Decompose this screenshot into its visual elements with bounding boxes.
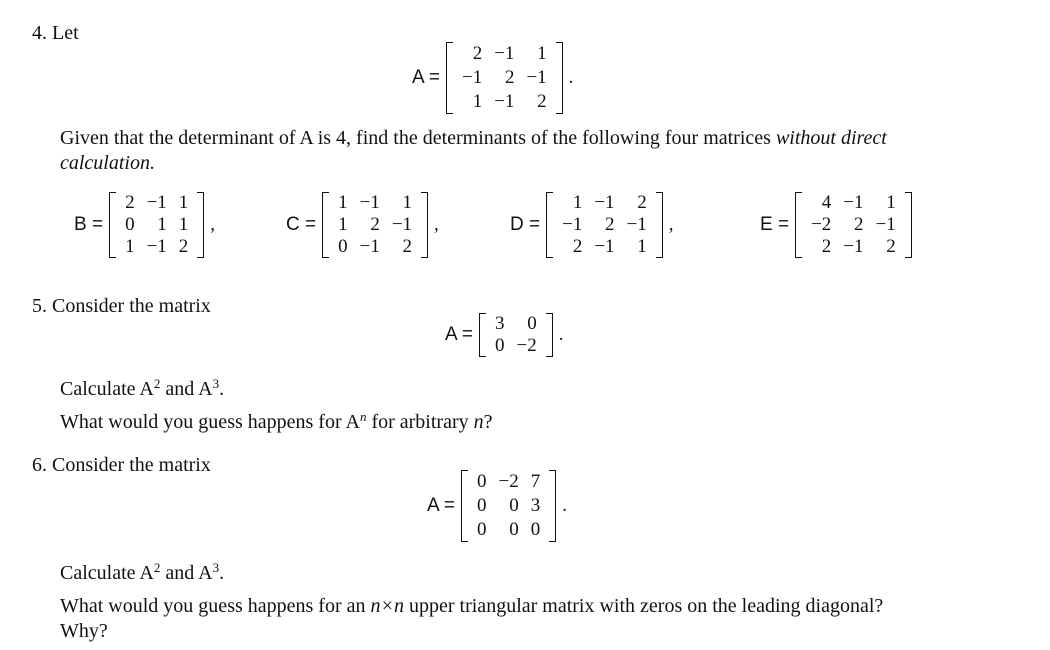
matrix: [322, 192, 428, 258]
matrix-punctuation: .: [568, 67, 574, 88]
matrix-entry: 1: [178, 192, 189, 213]
problem-number: 6.: [32, 454, 47, 476]
matrix-entry: 7: [530, 471, 541, 492]
matrix-entry: 2: [125, 192, 135, 213]
matrix-label: C =: [286, 214, 317, 235]
matrix: [479, 313, 553, 357]
matrix-label: E =: [760, 214, 790, 235]
matrix-grid: [471, 470, 546, 542]
matrix-entry: 2: [472, 43, 483, 64]
matrix-punctuation: ,: [668, 214, 674, 235]
text-fragment: and A: [160, 562, 213, 584]
matrix-a-equation-4: [412, 42, 573, 114]
matrix: [795, 192, 912, 258]
matrix-label: B =: [74, 214, 104, 235]
matrix-entry: 2: [370, 214, 380, 235]
text-fragment: 3: [212, 560, 220, 575]
matrix-entry: 2: [572, 236, 583, 257]
matrix-entry: 2: [854, 214, 864, 235]
matrix-punctuation: ,: [210, 214, 216, 235]
matrix-entry: −1: [594, 236, 615, 257]
matrix-label: A =: [412, 67, 440, 88]
text-fragment: What would you guess happens for A: [60, 411, 360, 433]
text-fragment: Calculate A: [60, 378, 154, 400]
matrix-entry: −1: [626, 214, 647, 235]
matrix: [546, 192, 663, 258]
text-fragment: calculation.: [60, 152, 155, 174]
problem-5-calculate: [60, 378, 224, 401]
matrix-entry: −1: [146, 236, 167, 257]
matrix-entry: −1: [843, 192, 864, 213]
matrix-punctuation: .: [562, 495, 567, 516]
problem-intro: Consider the matrix: [52, 295, 211, 317]
matrix-entry: −1: [146, 192, 167, 213]
matrix-e-equation: [760, 192, 912, 258]
problem-4-given: [60, 127, 887, 150]
matrix-entry: −1: [391, 214, 413, 235]
matrix-entry: 1: [637, 236, 647, 257]
text-fragment: upper triangular matrix with zeros on the leading diagonal?: [404, 595, 884, 617]
matrix-b-equation: [74, 192, 215, 258]
text-fragment: without direct: [775, 127, 887, 149]
matrix-grid: [119, 192, 194, 258]
matrix-punctuation: ,: [434, 214, 439, 235]
matrix-entry: 1: [125, 236, 135, 257]
text-fragment: n: [359, 409, 367, 424]
matrix-entry: −2: [516, 335, 537, 356]
matrix-entry: 1: [338, 192, 348, 213]
matrix-grid: [489, 313, 543, 357]
matrix-grid: [805, 192, 902, 258]
problem-4-heading: [32, 22, 79, 45]
matrix-label: D =: [510, 214, 541, 235]
matrix-label: A =: [427, 495, 455, 516]
matrix-entry: −1: [562, 214, 583, 235]
matrix-punctuation: .: [558, 324, 564, 345]
matrix-entry: 2: [504, 67, 515, 88]
matrix-entry: 2: [821, 236, 832, 257]
problem-4-given-continued: [60, 152, 155, 175]
matrix-entry: −1: [526, 67, 547, 88]
matrix-entry: 2: [537, 91, 547, 112]
matrix-entry: −1: [359, 236, 380, 257]
matrix-entry: 0: [125, 214, 135, 235]
text-fragment: and A: [160, 378, 213, 400]
matrix-entry: 0: [509, 519, 519, 540]
problem-5-heading: [32, 295, 211, 318]
matrix-entry: 2: [605, 214, 615, 235]
problem-6-why: [60, 620, 108, 643]
matrix-entry: −2: [811, 214, 832, 235]
matrix-entry: 0: [477, 519, 487, 540]
matrix-entry: 0: [495, 335, 505, 356]
matrix: [109, 192, 204, 258]
text-fragment: for arbitrary: [366, 411, 474, 433]
problem-intro: Consider the matrix: [52, 454, 211, 476]
matrix-d-equation: [510, 192, 674, 258]
matrix-label: A =: [445, 324, 473, 345]
matrix-entry: 2: [402, 236, 413, 257]
matrix-grid: [556, 192, 653, 258]
text-fragment: .: [219, 562, 225, 584]
problem-intro: Let: [52, 22, 79, 44]
matrix: [461, 470, 556, 542]
text-fragment: 2: [153, 376, 161, 391]
matrix-entry: 3: [530, 495, 541, 516]
text-fragment: Given that the determinant of A is 4, find the determinants of the following four matrices: [60, 127, 771, 149]
matrix-entry: 4: [821, 192, 832, 213]
matrix-entry: 2: [886, 236, 896, 257]
matrix-entry: 1: [537, 43, 547, 64]
matrix-entry: 1: [338, 214, 348, 235]
matrix-c-equation: [286, 192, 439, 258]
matrix-entry: 1: [402, 192, 413, 213]
matrix-entry: 2: [178, 236, 189, 257]
matrix-entry: 0: [509, 495, 519, 516]
matrix-grid: [332, 192, 418, 258]
text-fragment: 2: [153, 560, 161, 575]
matrix-entry: 1: [157, 214, 167, 235]
problem-5-guess: [60, 411, 493, 434]
problem-6-calculate: [60, 562, 224, 585]
matrix-entry: 0: [527, 313, 537, 334]
matrix-entry: 3: [495, 313, 505, 334]
matrix-entry: 0: [338, 236, 348, 257]
matrix-entry: −1: [494, 91, 515, 112]
matrix-entry: −1: [875, 214, 896, 235]
text-fragment: ?: [483, 411, 493, 433]
problem-number: 4.: [32, 22, 47, 44]
text-fragment: Why?: [60, 620, 108, 642]
matrix-entry: −1: [494, 43, 515, 64]
matrix-entry: 2: [637, 192, 647, 213]
matrix-entry: −1: [843, 236, 864, 257]
matrix-entry: 1: [886, 192, 896, 213]
text-fragment: 3: [212, 376, 220, 391]
matrix-entry: 1: [472, 91, 483, 112]
problem-6-heading: [32, 454, 211, 477]
text-fragment: .: [219, 378, 225, 400]
matrix-a-equation-6: [427, 470, 567, 542]
matrix-grid: [456, 42, 553, 114]
matrix-entry: −1: [594, 192, 615, 213]
text-fragment: n: [473, 411, 484, 433]
matrix-entry: 0: [477, 495, 487, 516]
matrix-entry: −1: [359, 192, 380, 213]
problem-6-question: [60, 595, 883, 618]
matrix-entry: −2: [498, 471, 519, 492]
text-fragment: What would you guess happens for an: [60, 595, 371, 617]
matrix: [446, 42, 563, 114]
text-fragment: Calculate A: [60, 562, 154, 584]
problem-number: 5.: [32, 295, 47, 317]
matrix-entry: 0: [477, 471, 487, 492]
matrix-entry: −1: [462, 67, 483, 88]
matrix-entry: 1: [572, 192, 583, 213]
matrix-entry: 0: [530, 519, 541, 540]
matrix-a-equation-5: [445, 313, 563, 357]
text-fragment: n×n: [370, 595, 404, 617]
matrix-entry: 1: [178, 214, 189, 235]
